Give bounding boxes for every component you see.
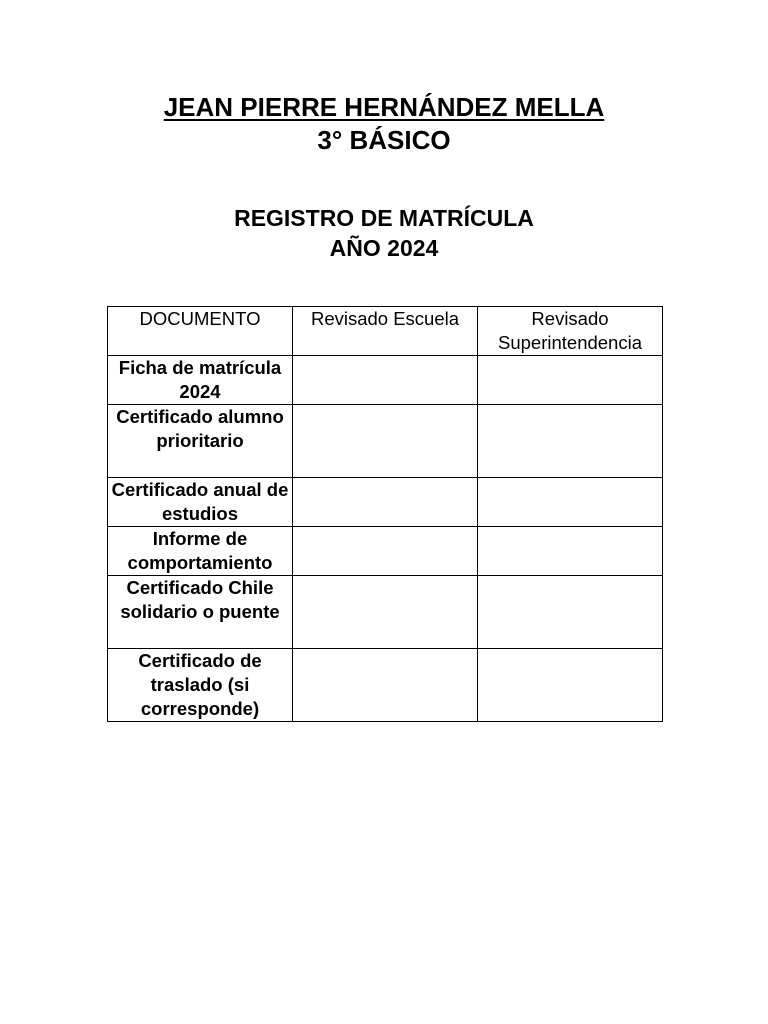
document-cell: Certificado de traslado (si corresponde) [108,649,293,722]
superintendence-review-cell[interactable] [478,649,663,722]
superintendence-review-cell[interactable] [478,356,663,405]
table-row [108,576,663,649]
table-row [108,527,663,576]
student-grade: 3° BÁSICO [317,125,451,155]
table-row [108,356,663,405]
table-row [108,649,663,722]
column-header-document: DOCUMENTO [108,307,293,356]
document-cell: Ficha de matrícula 2024 [108,356,293,405]
superintendence-review-cell[interactable] [478,478,663,527]
school-review-cell[interactable] [293,576,478,649]
table-row [108,405,663,478]
page-header [0,91,768,157]
document-cell: Certificado alumno prioritario [108,405,293,478]
school-review-cell[interactable] [293,356,478,405]
school-review-cell[interactable] [293,649,478,722]
superintendence-review-cell[interactable] [478,527,663,576]
document-cell: Informe de comportamiento [108,527,293,576]
document-heading [0,203,768,263]
school-review-cell[interactable] [293,527,478,576]
table-header-row [108,307,663,356]
superintendence-review-cell[interactable] [478,576,663,649]
document-cell: Certificado anual de estudios [108,478,293,527]
document-title: REGISTRO DE MATRÍCULA [234,205,534,231]
table-row [108,478,663,527]
document-cell: Certificado Chile solidario o puente [108,576,293,649]
superintendence-review-cell[interactable] [478,405,663,478]
school-review-cell[interactable] [293,478,478,527]
school-review-cell[interactable] [293,405,478,478]
column-header-superintendence-review: Revisado Superintendencia [478,307,663,356]
enrollment-checklist-table [107,306,663,722]
column-header-school-review: Revisado Escuela [293,307,478,356]
document-year: AÑO 2024 [329,235,439,261]
student-name: JEAN PIERRE HERNÁNDEZ MELLA [163,92,605,122]
